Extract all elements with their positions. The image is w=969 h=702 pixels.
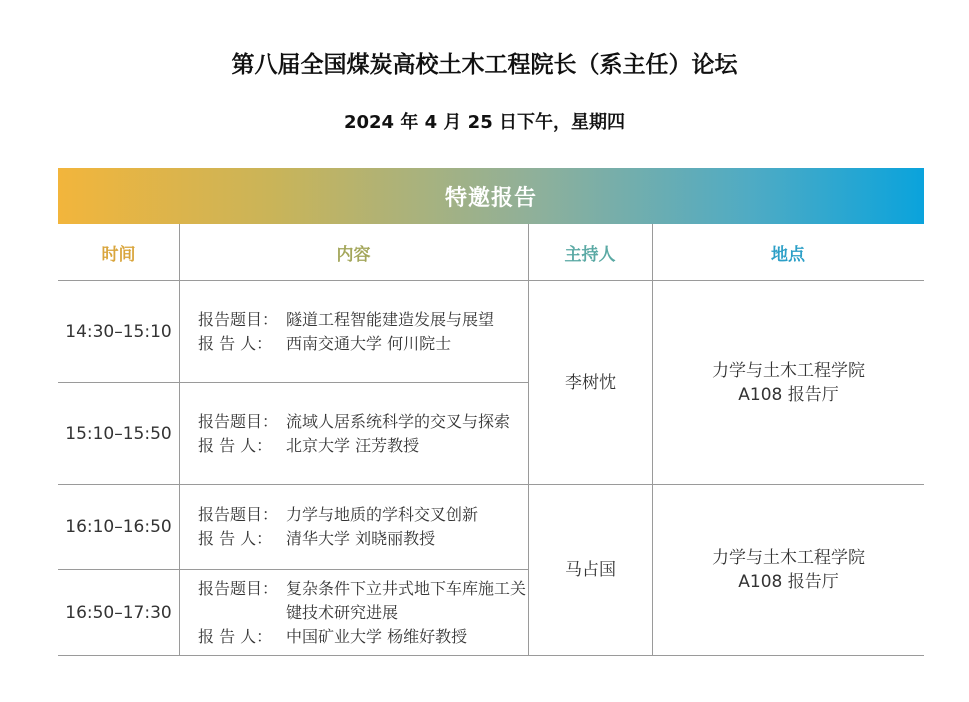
time-cell: 16:50–17:30 xyxy=(65,602,172,623)
host-cell xyxy=(529,281,652,484)
speaker-label: 报 告 人： xyxy=(198,529,273,548)
page-title: 第八届全国煤炭高校土木工程院长（系主任）论坛 xyxy=(231,51,738,78)
host-name: 李树忱 xyxy=(565,372,616,393)
header-content: 内容 xyxy=(336,244,371,265)
time-cell: 14:30–15:10 xyxy=(65,321,172,342)
speaker-row xyxy=(198,625,526,649)
talk-speaker: 清华大学 刘晓丽教授 xyxy=(286,529,436,548)
talk-content xyxy=(180,485,546,569)
topic-row xyxy=(198,577,526,625)
talk-topic: 力学与地质的学科交叉创新 xyxy=(286,505,479,524)
header-venue: 地点 xyxy=(771,244,805,265)
speaker-label: 报 告 人： xyxy=(198,435,273,455)
talk-topic: 隧道工程智能建造发展与展望 xyxy=(286,309,495,329)
venue-line-2: A108 报告厅 xyxy=(738,572,839,592)
speaker-label: 报 告 人： xyxy=(198,333,273,353)
talk-content xyxy=(180,281,546,382)
venue-line-2: A108 报告厅 xyxy=(738,384,839,405)
speaker-label: 报 告 人： xyxy=(198,626,273,646)
section-banner xyxy=(58,168,924,224)
topic-row xyxy=(198,308,526,332)
venue-cell xyxy=(653,485,924,655)
talk-speaker: 北京大学 汪芳教授 xyxy=(286,435,420,455)
talk-content xyxy=(180,383,546,484)
topic-label: 报告题目： xyxy=(198,505,279,524)
talk-topic: 复杂条件下立井式地下车库施工关键技术研究进展 xyxy=(286,578,527,622)
divider xyxy=(58,655,924,656)
time-cell: 16:10–16:50 xyxy=(65,517,172,537)
speaker-row xyxy=(198,332,526,356)
host-name: 马占国 xyxy=(565,560,616,580)
talk-speaker: 中国矿业大学 杨维好教授 xyxy=(286,626,468,646)
time-cell: 15:10–15:50 xyxy=(65,423,172,444)
speaker-row xyxy=(198,434,526,458)
topic-label: 报告题目： xyxy=(198,411,279,431)
topic-label: 报告题目： xyxy=(198,309,279,329)
banner-title: 特邀报告 xyxy=(444,185,537,211)
header-time: 时间 xyxy=(101,244,136,265)
speaker-row xyxy=(198,527,526,551)
topic-label: 报告题目： xyxy=(198,578,279,598)
header-host: 主持人 xyxy=(564,244,616,265)
talk-content xyxy=(180,570,546,655)
venue-line-1: 力学与土木工程学院 xyxy=(712,548,865,568)
topic-row xyxy=(198,503,526,527)
host-cell xyxy=(529,485,652,655)
talk-speaker: 西南交通大学 何川院士 xyxy=(286,333,452,353)
topic-row xyxy=(198,410,526,434)
schedule-table xyxy=(58,224,924,656)
talk-topic: 流域人居系统科学的交叉与探索 xyxy=(286,411,511,431)
event-date: 2024 年 4 月 25 日下午，星期四 xyxy=(343,112,625,133)
venue-line-1: 力学与土木工程学院 xyxy=(712,360,865,381)
venue-cell xyxy=(653,281,924,484)
